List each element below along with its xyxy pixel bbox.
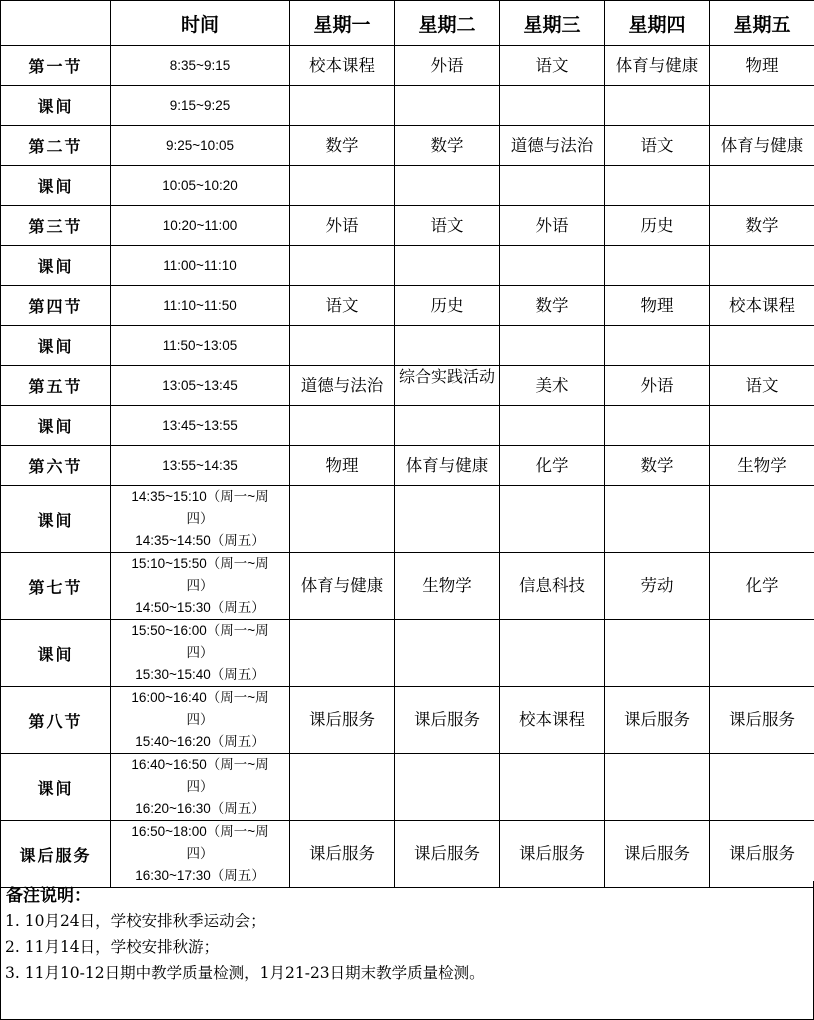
time-line: 16:50~18:00（周一~周 — [131, 824, 269, 839]
table-row — [1, 620, 814, 687]
table-row — [1, 553, 814, 620]
time-line: 13:05~13:45 — [162, 377, 238, 393]
time-line: 13:55~14:35 — [162, 457, 238, 473]
subject-cell — [500, 166, 605, 206]
subject-cell — [710, 246, 814, 286]
subject-cell: 数学 — [710, 206, 814, 246]
subject-cell: 校本课程 — [710, 286, 814, 326]
table-row — [1, 366, 814, 406]
period-label: 课后服务 — [1, 821, 111, 888]
subject-cell: 数学 — [500, 286, 605, 326]
time-line: 10:20~11:00 — [162, 217, 238, 233]
time-line: 四） — [186, 846, 214, 861]
period-label: 第三节 — [1, 206, 111, 246]
subject-cell — [710, 166, 814, 206]
subject-cell: 语文 — [395, 206, 500, 246]
table-row — [1, 326, 814, 366]
time-cell — [111, 687, 290, 754]
subject-cell: 课后服务 — [605, 687, 710, 754]
period-label: 第八节 — [1, 687, 111, 754]
time-cell — [111, 486, 290, 553]
header-corner — [1, 1, 111, 46]
period-label: 课间 — [1, 86, 111, 126]
subject-cell: 课后服务 — [500, 821, 605, 888]
subject-cell — [605, 326, 710, 366]
subject-cell: 课后服务 — [395, 687, 500, 754]
subject-cell: 体育与健康 — [710, 126, 814, 166]
time-line: 15:30~15:40（周五） — [135, 667, 265, 682]
subject-cell — [395, 246, 500, 286]
subject-cell — [395, 406, 500, 446]
subject-cell: 美术 — [500, 366, 605, 406]
subject-cell: 道德与法治 — [500, 126, 605, 166]
time-cell — [111, 446, 290, 486]
subject-cell — [605, 486, 710, 553]
table-row — [1, 754, 814, 821]
subject-cell: 体育与健康 — [605, 46, 710, 86]
subject-cell: 外语 — [500, 206, 605, 246]
subject-cell: 校本课程 — [290, 46, 395, 86]
subject-cell — [290, 754, 395, 821]
subject-cell: 生物学 — [710, 446, 814, 486]
table-row — [1, 246, 814, 286]
time-line: 11:50~13:05 — [162, 337, 238, 353]
subject-cell — [605, 86, 710, 126]
header-time: 时间 — [111, 1, 290, 46]
subject-cell — [605, 754, 710, 821]
time-cell — [111, 406, 290, 446]
subject-cell: 语文 — [605, 126, 710, 166]
notes-title: 备注说明： — [6, 886, 91, 906]
table-row — [1, 46, 814, 86]
time-line: 四） — [186, 779, 214, 794]
time-cell — [111, 86, 290, 126]
period-label: 第一节 — [1, 46, 111, 86]
subject-cell: 历史 — [395, 286, 500, 326]
table-row — [1, 821, 814, 888]
subject-cell — [395, 166, 500, 206]
table-row — [1, 687, 814, 754]
time-line: 11:00~11:10 — [163, 257, 237, 273]
subject-cell — [395, 486, 500, 553]
period-label: 第七节 — [1, 553, 111, 620]
time-line: 11:10~11:50 — [163, 297, 237, 313]
subject-cell — [500, 326, 605, 366]
time-line: 15:10~15:50（周一~周 — [131, 556, 269, 571]
note-item: 2. 11月14日，学校安排秋游； — [5, 938, 220, 956]
time-line: 四） — [186, 511, 214, 526]
subject-cell — [605, 166, 710, 206]
subject-cell: 生物学 — [395, 553, 500, 620]
period-label: 课间 — [1, 326, 111, 366]
subject-cell: 化学 — [500, 446, 605, 486]
period-label: 课间 — [1, 166, 111, 206]
time-cell — [111, 366, 290, 406]
header-thursday: 星期四 — [605, 1, 710, 46]
subject-cell: 道德与法治 — [290, 366, 395, 406]
subject-cell — [710, 326, 814, 366]
subject-cell — [290, 166, 395, 206]
time-cell — [111, 166, 290, 206]
subject-cell — [290, 86, 395, 126]
subject-cell — [290, 620, 395, 687]
subject-cell: 课后服务 — [290, 821, 395, 888]
time-cell — [111, 553, 290, 620]
notes-section — [0, 881, 814, 1020]
subject-cell: 课后服务 — [710, 687, 814, 754]
header-monday: 星期一 — [290, 1, 395, 46]
subject-cell — [710, 86, 814, 126]
header-tuesday: 星期二 — [395, 1, 500, 46]
subject-cell: 课后服务 — [395, 821, 500, 888]
subject-cell: 外语 — [290, 206, 395, 246]
subject-cell: 语文 — [290, 286, 395, 326]
time-cell — [111, 206, 290, 246]
subject-cell — [395, 86, 500, 126]
subject-cell — [290, 326, 395, 366]
subject-cell: 课后服务 — [605, 821, 710, 888]
subject-cell — [710, 486, 814, 553]
subject-cell: 历史 — [605, 206, 710, 246]
table-row — [1, 86, 814, 126]
period-label: 课间 — [1, 406, 111, 446]
subject-cell — [605, 246, 710, 286]
subject-cell — [710, 754, 814, 821]
table-row — [1, 286, 814, 326]
subject-cell — [710, 406, 814, 446]
subject-cell — [395, 326, 500, 366]
header-friday: 星期五 — [710, 1, 814, 46]
time-line: 16:20~16:30（周五） — [135, 801, 265, 816]
time-line: 16:00~16:40（周一~周 — [131, 690, 269, 705]
subject-cell: 数学 — [290, 126, 395, 166]
period-label: 课间 — [1, 620, 111, 687]
subject-cell: 体育与健康 — [290, 553, 395, 620]
subject-cell: 校本课程 — [500, 687, 605, 754]
subject-cell — [500, 754, 605, 821]
period-label: 课间 — [1, 754, 111, 821]
subject-cell — [290, 486, 395, 553]
subject-cell: 物理 — [290, 446, 395, 486]
time-cell — [111, 754, 290, 821]
time-cell — [111, 821, 290, 888]
time-cell — [111, 286, 290, 326]
period-label: 课间 — [1, 486, 111, 553]
subject-cell: 综合实践活动 — [395, 366, 500, 406]
time-cell — [111, 126, 290, 166]
time-cell — [111, 326, 290, 366]
schedule-body — [1, 46, 814, 888]
subject-cell — [290, 406, 395, 446]
subject-cell — [500, 86, 605, 126]
time-line: 15:50~16:00（周一~周 — [131, 623, 269, 638]
subject-cell: 劳动 — [605, 553, 710, 620]
table-row — [1, 126, 814, 166]
subject-cell: 外语 — [395, 46, 500, 86]
note-item: 3. 11月10-12日期中教学质量检测，1月21-23日期末教学质量检测。 — [5, 964, 485, 982]
subject-cell — [500, 486, 605, 553]
subject-cell: 数学 — [605, 446, 710, 486]
period-label: 第六节 — [1, 446, 111, 486]
subject-cell: 课后服务 — [710, 821, 814, 888]
time-line: 四） — [186, 645, 214, 660]
time-line: 10:05~10:20 — [162, 177, 238, 193]
header-row — [1, 1, 814, 46]
table-row — [1, 166, 814, 206]
subject-cell: 信息科技 — [500, 553, 605, 620]
subject-cell: 语文 — [710, 366, 814, 406]
time-line: 16:30~17:30（周五） — [135, 868, 265, 883]
subject-cell: 物理 — [710, 46, 814, 86]
header-wednesday: 星期三 — [500, 1, 605, 46]
subject-cell: 体育与健康 — [395, 446, 500, 486]
time-line: 8:35~9:15 — [169, 57, 231, 73]
period-label: 第四节 — [1, 286, 111, 326]
time-line: 16:40~16:50（周一~周 — [131, 757, 269, 772]
period-label: 第五节 — [1, 366, 111, 406]
subject-cell — [395, 620, 500, 687]
time-cell — [111, 46, 290, 86]
time-line: 14:35~14:50（周五） — [135, 533, 265, 548]
time-line: 四） — [186, 578, 214, 593]
subject-cell — [500, 406, 605, 446]
table-row — [1, 486, 814, 553]
time-line: 14:35~15:10（周一~周 — [131, 489, 269, 504]
table-row — [1, 446, 814, 486]
subject-cell — [500, 246, 605, 286]
subject-cell: 数学 — [395, 126, 500, 166]
subject-cell — [395, 754, 500, 821]
subject-cell — [290, 246, 395, 286]
table-row — [1, 406, 814, 446]
note-item: 1. 10月24日，学校安排秋季运动会； — [5, 912, 266, 930]
time-cell — [111, 620, 290, 687]
time-line: 9:15~9:25 — [169, 97, 231, 113]
table-row — [1, 206, 814, 246]
period-label: 课间 — [1, 246, 111, 286]
subject-cell — [710, 620, 814, 687]
time-line: 15:40~16:20（周五） — [135, 734, 265, 749]
time-line: 14:50~15:30（周五） — [135, 600, 265, 615]
subject-cell: 课后服务 — [290, 687, 395, 754]
time-line: 四） — [186, 712, 214, 727]
subject-cell — [605, 620, 710, 687]
subject-cell — [500, 620, 605, 687]
time-line: 9:25~10:05 — [166, 137, 234, 153]
time-cell — [111, 246, 290, 286]
subject-cell: 外语 — [605, 366, 710, 406]
subject-cell: 语文 — [500, 46, 605, 86]
time-line: 13:45~13:55 — [162, 417, 238, 433]
period-label: 第二节 — [1, 126, 111, 166]
subject-cell: 化学 — [710, 553, 814, 620]
subject-cell: 物理 — [605, 286, 710, 326]
subject-cell — [605, 406, 710, 446]
